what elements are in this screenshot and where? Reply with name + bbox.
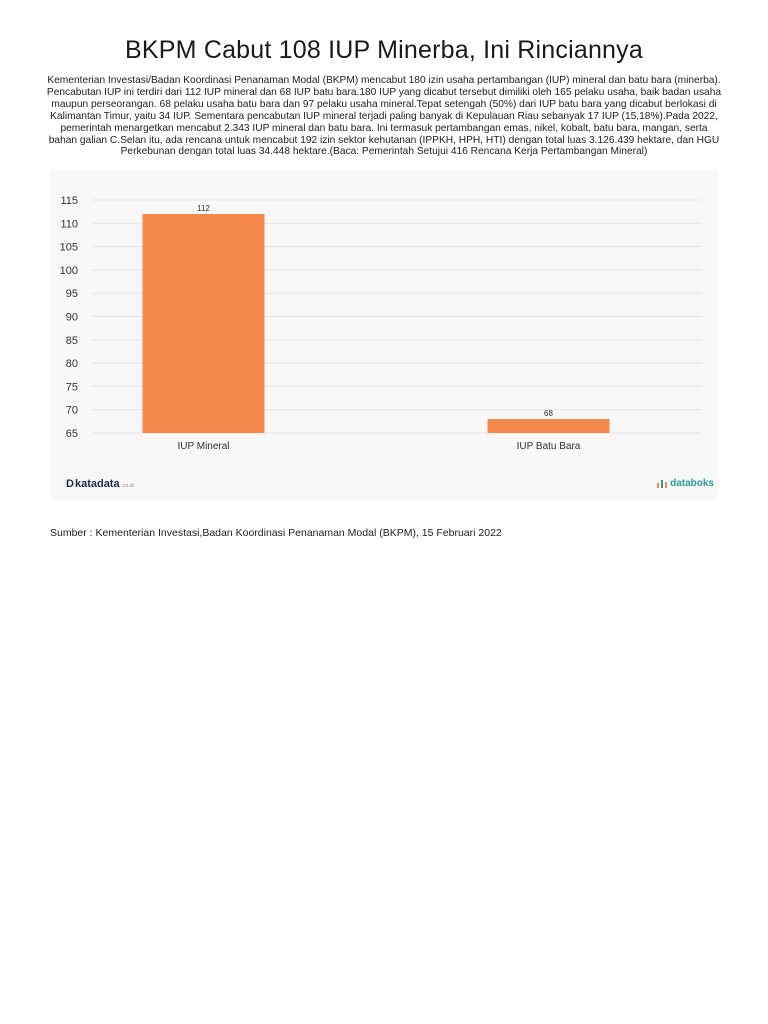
- y-tick-label-9: 110: [60, 218, 78, 231]
- katadata-suffix: .co.id: [121, 482, 134, 489]
- databoks-chart-icon: [657, 479, 667, 488]
- bar-0: [143, 214, 265, 433]
- category-label-0: IUP Mineral: [177, 441, 230, 452]
- katadata-name: katadata: [74, 478, 120, 490]
- page-title: BKPM Cabut 108 IUP Minerba, Ini Rinciannya: [125, 36, 643, 64]
- source-note: Sumber : Kementerian Investasi,Badan Koordinasi Penanaman Modal (BKPM), 15 Februari 2022: [50, 527, 502, 539]
- databoks-logo: [657, 478, 714, 489]
- y-tick-label-8: 105: [59, 241, 78, 254]
- data-label-0: 112: [197, 203, 210, 213]
- katadata-d-icon: D: [66, 478, 74, 490]
- katadata-logo: [66, 478, 134, 490]
- category-label-1: IUP Batu Bara: [516, 441, 581, 452]
- y-tick-label-4: 85: [65, 334, 78, 347]
- y-tick-label-1: 70: [65, 404, 78, 417]
- chart-container: [50, 170, 718, 500]
- data-label-1: 68: [544, 409, 553, 419]
- y-tick-label-7: 100: [59, 264, 78, 277]
- bar-chart: [50, 170, 718, 470]
- databoks-name: databoks: [670, 478, 714, 489]
- y-tick-label-6: 95: [65, 288, 78, 301]
- y-tick-label-3: 80: [65, 358, 78, 371]
- y-tick-label-0: 65: [65, 428, 78, 440]
- article-description: Kementerian Investasi/Badan Koordinasi Penanaman Modal (BKPM) mencabut 180 izin usaha pertambangan (IUP) mineral dan batu bara (minerba). Pencabutan IUP ini terdiri dari 112 IUP mineral dan 68 IUP batu bara.180 IUP yang dicabut tersebut dimiliki oleh 165 pelaku usaha, baik badan usaha maupun perseorangan. 68 pelaku usaha batu bara dan 97 pelaku usaha mineral.Tepat setengah (50%) dari IUP batu bara yang dicabut berlokasi di Kalimantan Timur, yaitu 34 IUP. Sementara pencabutan IUP mineral terjadi paling banyak di Kepulauan Riau sebanyak 17 IUP (15,18%).Pada 2022, pemerintah menargetkan mencabut 2.343 IUP mineral dan batu bara. Ini termasuk pertambangan emas, nikel, kobalt, batu bara, mangan, serta bahan galian C.Selan itu, ada rencana untuk mencabut 192 izin sektor kehutanan (IPPKH, HPH, HTI) dengan total luas 3.126.439 hektare, dan HGU Perkebunan dengan total luas 34.448 hektare.(Baca: Pemerintah Setujui 416 Rencana Kerja Pertambangan Mineral): [46, 75, 722, 158]
- y-tick-label-10: 115: [60, 195, 78, 207]
- bar-1: [488, 419, 610, 433]
- y-tick-label-5: 90: [65, 311, 78, 324]
- y-tick-label-2: 75: [65, 381, 78, 394]
